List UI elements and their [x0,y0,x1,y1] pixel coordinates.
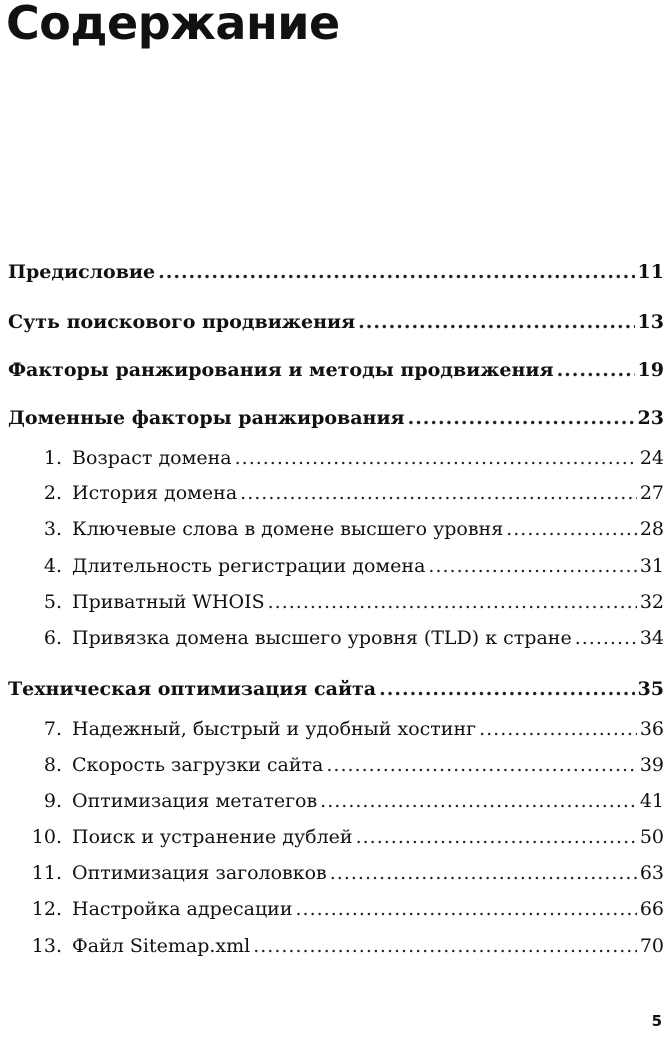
toc-item-number: 13. [31,935,62,957]
toc-section-row[interactable] [0,355,672,385]
toc-item-number: 2. [43,482,62,504]
toc-entry-title: Настройка адресации [72,898,293,920]
toc-entry-page: 11 [637,261,664,283]
toc-entry-title: Надежный, быстрый и удобный хостинг [72,718,477,740]
toc-entry-page: 23 [637,407,664,429]
toc-entry-page: 70 [639,935,664,957]
toc-item-row[interactable] [0,623,672,653]
dot-leader [428,551,636,581]
toc-entry [8,674,664,704]
toc-entry-title: Приватный WHOIS [72,591,265,613]
toc-item-row[interactable] [0,714,672,744]
toc-item-number: 1. [43,447,62,469]
toc-item-number: 11. [31,862,62,884]
page-title: Содержание [6,0,340,50]
toc-entry-title: Оптимизация заголовков [72,862,327,884]
dot-leader [296,894,637,924]
toc-item-number: 6. [43,627,62,649]
toc-section-row[interactable] [0,257,672,287]
toc-entry-page: 39 [639,754,664,776]
dot-leader [253,931,637,961]
toc-entry-title: Доменные факторы ранжирования [8,407,405,429]
toc-entry [72,443,664,473]
dot-leader [379,674,634,704]
toc-entry [72,894,664,924]
dot-leader [408,403,635,433]
toc-entry-page: 27 [639,482,664,504]
toc-entry-title: История домена [72,482,238,504]
toc-entry-title: Поиск и устранение дублей [72,826,353,848]
toc-item-row[interactable] [0,858,672,888]
toc-entry [72,750,664,780]
dot-leader [326,750,636,780]
toc-entry-page: 32 [639,591,664,613]
dot-leader [506,514,637,544]
toc-entry [8,403,664,433]
dot-leader [356,822,637,852]
toc-section-row[interactable] [0,403,672,433]
toc-item-row[interactable] [0,786,672,816]
toc-section-row[interactable] [0,674,672,704]
dot-leader [240,478,637,508]
toc-entry [8,307,664,337]
toc-item-row[interactable] [0,931,672,961]
toc-entry [8,257,664,287]
toc-entry-title: Ключевые слова в домене высшего уровня [72,518,504,540]
page-number: 5 [651,1012,662,1030]
toc-entry [72,551,664,581]
toc-item-row[interactable] [0,551,672,581]
toc-entry [72,514,664,544]
toc-section-row[interactable] [0,307,672,337]
toc-item-number: 5. [43,591,62,613]
toc-entry-title: Возраст домена [72,447,232,469]
toc-item-row[interactable] [0,894,672,924]
toc-entry-title: Техническая оптимизация сайта [8,678,377,700]
toc-entry [72,931,664,961]
toc-entry-page: 34 [639,627,664,649]
dot-leader [330,858,637,888]
toc-entry-page: 66 [639,898,664,920]
toc-entry [72,587,664,617]
dot-leader [575,623,637,653]
toc-entry-page: 28 [639,518,664,540]
toc-item-row[interactable] [0,478,672,508]
dot-leader [320,786,637,816]
toc-item-row[interactable] [0,514,672,544]
toc-entry-title: Суть поискового продвижения [8,311,356,333]
toc-item-number: 10. [31,826,62,848]
toc-entry [72,858,664,888]
toc-entry-page: 35 [637,678,664,700]
toc-entry-title: Оптимизация метатегов [72,790,318,812]
toc-item-number: 4. [43,555,62,577]
toc-entry-page: 13 [637,311,664,333]
toc-entry [72,623,664,653]
toc-entry [8,355,664,385]
toc-entry-page: 50 [639,826,664,848]
toc-item-number: 9. [43,790,62,812]
toc-entry-title: Скорость загрузки сайта [72,754,324,776]
toc-entry-page: 19 [637,359,664,381]
dot-leader [235,443,637,473]
toc-entry [72,714,664,744]
toc-entry-title: Файл Sitemap.xml [72,935,251,957]
toc-entry-title: Привязка домена высшего уровня (TLD) к стране [72,627,572,649]
toc-entry-page: 24 [639,447,664,469]
dot-leader [268,587,637,617]
toc-entry [72,786,664,816]
toc-entry-page: 63 [639,862,664,884]
dot-leader [557,355,635,385]
toc-entry-page: 41 [639,790,664,812]
toc-item-number: 3. [43,518,62,540]
dot-leader [358,307,634,337]
toc-item-row[interactable] [0,822,672,852]
toc-entry-title: Предисловие [8,261,156,283]
toc-entry-title: Длительность регистрации домена [72,555,426,577]
toc-item-number: 8. [43,754,62,776]
toc-item-number: 7. [43,718,62,740]
toc-entry [72,478,664,508]
toc-item-row[interactable] [0,443,672,473]
dot-leader [479,714,637,744]
toc-entry-page: 36 [639,718,664,740]
toc-item-row[interactable] [0,587,672,617]
toc-item-number: 12. [31,898,62,920]
toc-entry-page: 31 [639,555,664,577]
toc-entry-title: Факторы ранжирования и методы продвижения [8,359,554,381]
toc-entry [72,822,664,852]
dot-leader [158,257,634,287]
toc-item-row[interactable] [0,750,672,780]
